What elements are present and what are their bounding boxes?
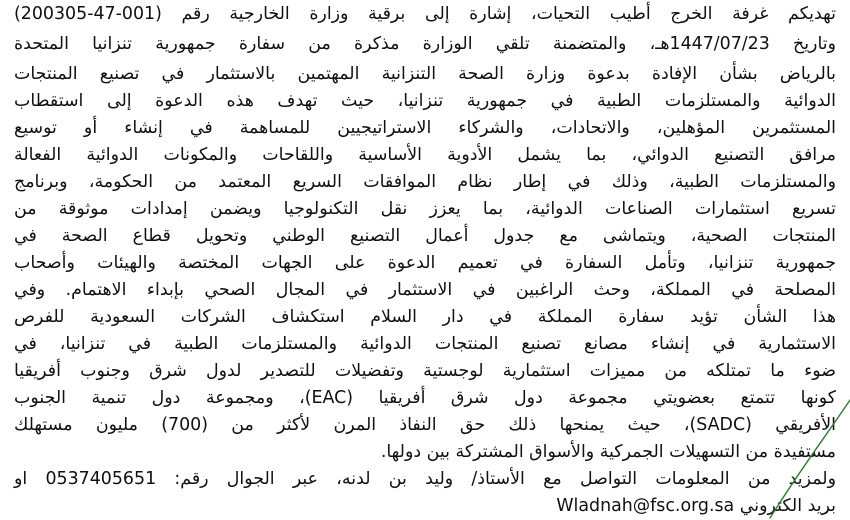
paragraph-line-15: كونها تتمتع بعضويتي مجموعة دول شرق أفريقيا (EAC)، ومجموعة دول تنمية الجنوب [14,388,836,408]
pen-stroke-path [770,400,850,518]
paragraph-line-17: مستفيدة من التسهيلات الجمركية والأسواق المشتركة بين دولها. [380,442,836,462]
paragraph-line-6: مرافق التصنيع الدوائي، بما يشمل الأدوية الأساسية واللقاحات والمكونات الدوائية الفعالة [14,145,836,165]
paragraph-line-8: تسريع استثمارات الصناعات الدوائية، بما يعزز نقل التكنولوجيا ويضمن إمدادات موثوقة من [14,199,836,219]
paragraph-line-13: الاستثمارية في إنشاء مصانع تصنيع المنتجات الدوائية والمستلزمات الطبية في تنزانيا، في [14,334,836,354]
paragraph-line-3: بالرياض بشأن الإفادة بدعوة وزارة الصحة التنزانية المهتمين بالاستثمار في تصنيع المنتجات [14,64,836,84]
paragraph-line-14: ضوء ما تمتلكه من مميزات استثمارية لوجستية وتفضيلات للتصدير لدول شرق وجنوب أفريقيا [14,361,836,381]
paragraph-line-5: المستثمرين المؤهلين، والاتحادات، والشركاء الاستراتيجيين للمساهمة في إنشاء أو توسيع [14,118,836,138]
paragraph-line-4: الدوائية والمستلزمات الطبية في جمهورية تنزانيا، حيث تهدف هذه الدعوة إلى استقطاب [14,91,836,111]
paragraph-line-11: المصلحة في المملكة، وحث الراغبين في الاستثمار في المجال الصحي بإبداء الاهتمام. وفي [14,280,836,300]
contact-line: ولمزيد من المعلومات التواصل مع الأستاذ/ وليد بن لدنه، عبر الجوال رقم: 0537405651 او [14,469,836,489]
paragraph-line-12: هذا الشأن تؤيد سفارة المملكة في دار السلام استكشاف الشركات السعودية للفرص [14,307,836,327]
paragraph-line-9: المنتجات الصحية، ويتماشى مع جدول أعمال التصنيع الوطني وتحويل قطاع الصحة في [14,226,836,246]
paragraph-line-2: وتاريخ 1447/07/23هـ، والمتضمنة تلقي الوزارة مذكرة من سفارة جمهورية تنزانيا المتحدة [14,34,836,54]
email-line: بريد الكتروني Wladnah@fsc.org.sa [556,496,836,516]
paragraph-line-16: الأفريقي (SADC)، حيث يمنحها ذلك حق النفاذ المرن لأكثر من (700) مليون مستهلك [14,415,836,435]
paragraph-line-10: جمهورية تنزانيا، وتأمل السفارة في تعميم الدعوة على الجهات المختصة والهيئات وأصحاب [14,253,836,273]
paragraph-line-1: تهديكم غرفة الخرج أطيب التحيات، إشارة إلى برقية وزارة الخارجية رقم (001-47-200305) [14,4,836,24]
paragraph-line-7: والمستلزمات الطبية، وذلك في إطار نظام الموافقات السريع المعتمد من الحكومة، وبرنامج [14,172,836,192]
